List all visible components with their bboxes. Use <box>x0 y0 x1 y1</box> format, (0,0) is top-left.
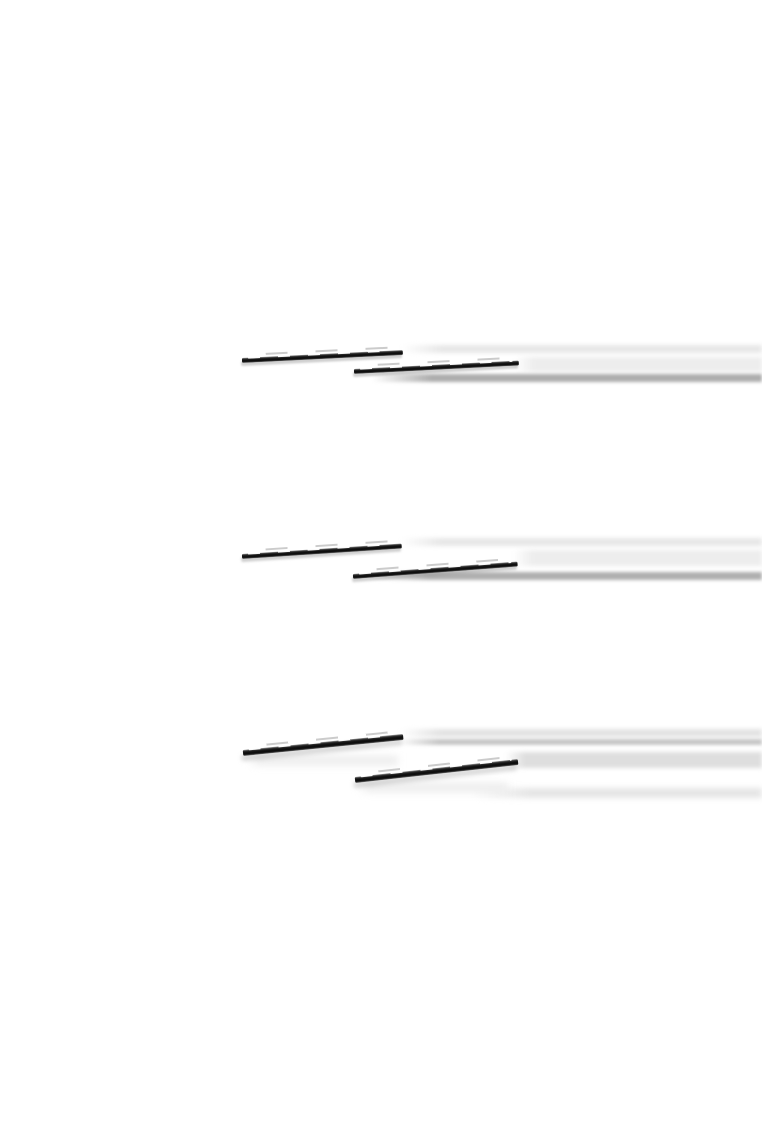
shadow-band-bottom-b <box>470 788 762 798</box>
fade-band-bottom-b <box>505 752 762 768</box>
soft-shadow-bottom-a <box>248 756 398 765</box>
shadow-band-middle <box>370 572 762 580</box>
fade-band-top-a <box>402 345 762 353</box>
fade-band-middle-b <box>513 550 762 566</box>
rail-middle-left <box>242 543 402 558</box>
soft-shadow-bottom-b <box>358 783 508 792</box>
fade-band-bottom-a <box>400 729 762 737</box>
rail-top-right <box>354 361 519 374</box>
shadow-band-top <box>372 374 762 382</box>
rail-bottom-left <box>243 734 404 755</box>
rail-bottom-right <box>355 759 519 782</box>
rail-middle-right <box>353 561 518 578</box>
shadow-band-bottom-a <box>398 739 762 745</box>
fade-band-middle-a <box>401 538 762 546</box>
fade-band-top-b <box>514 357 762 372</box>
rail-top-left <box>242 350 403 362</box>
